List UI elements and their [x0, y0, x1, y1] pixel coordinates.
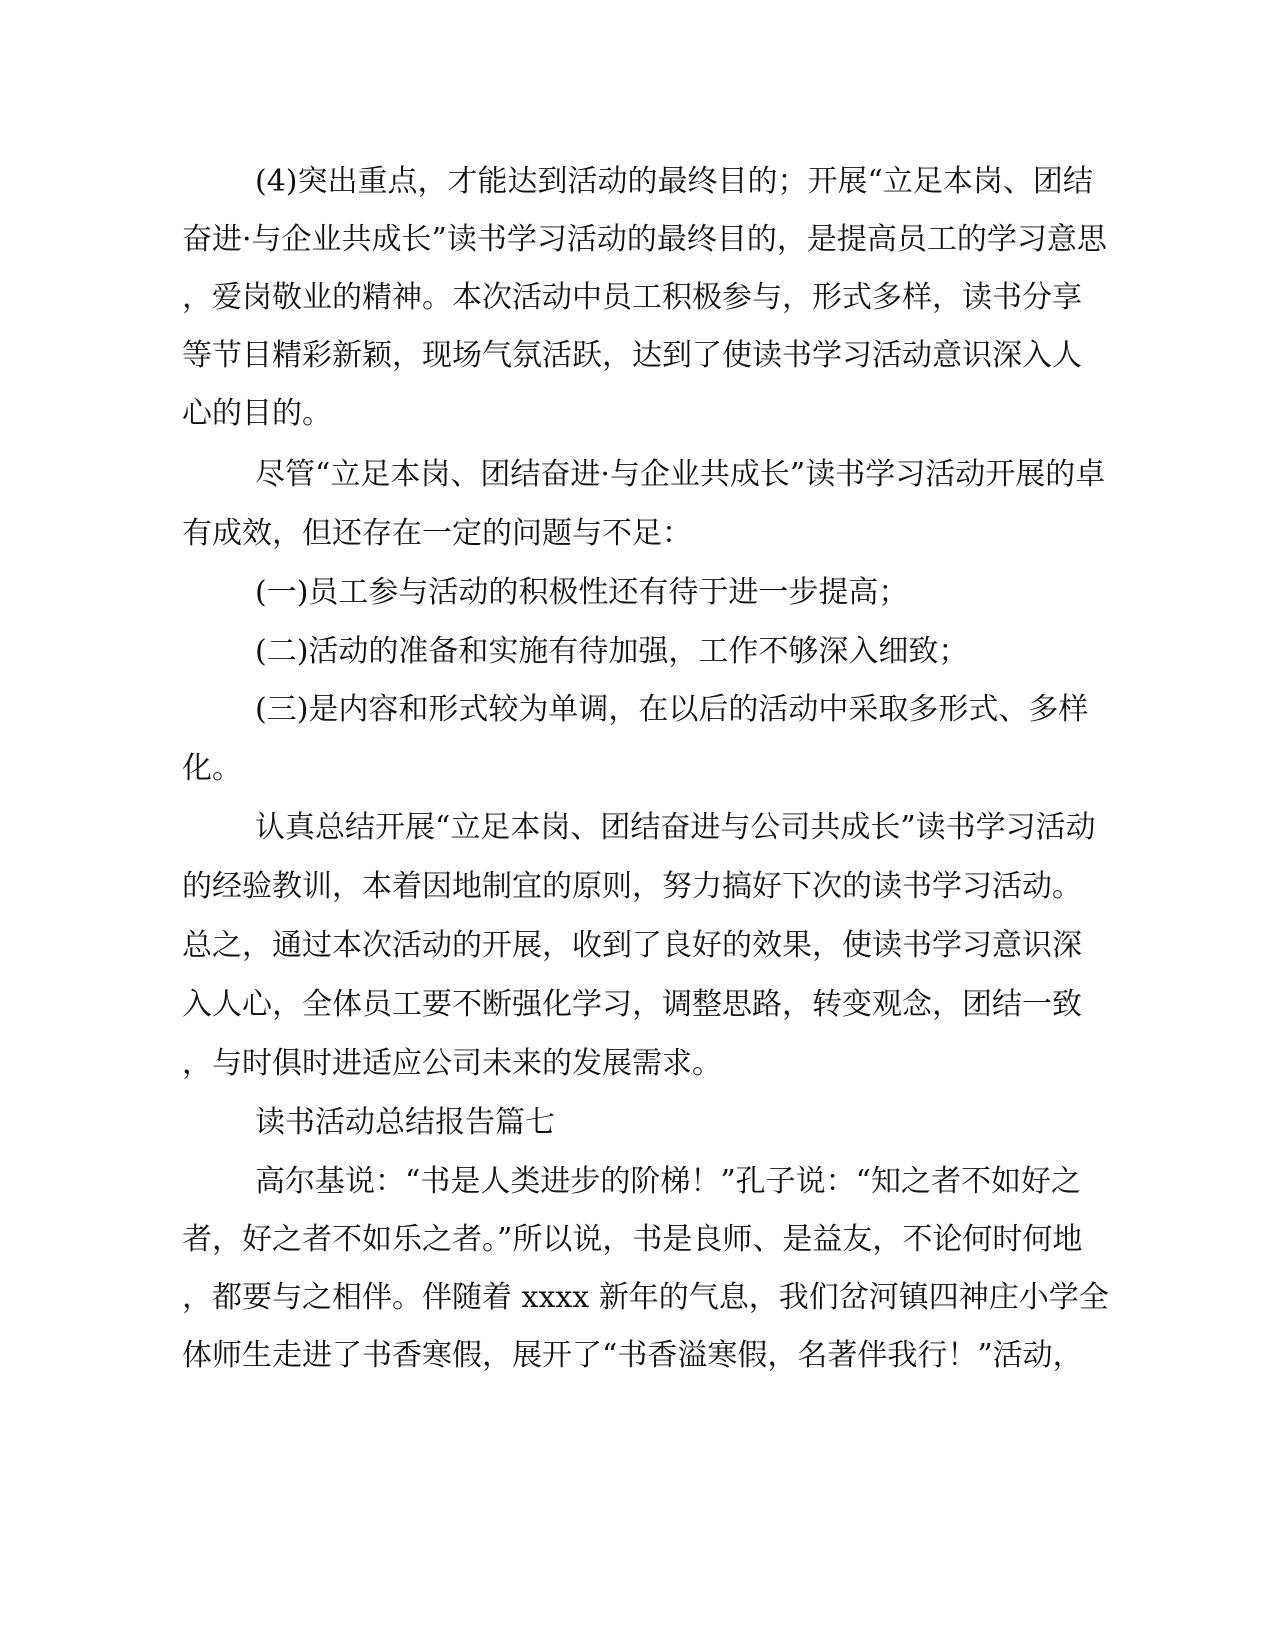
paragraph-1-line-1: (4)突出重点，才能达到活动的最终目的；开展“立足本岗、团结	[255, 164, 1093, 199]
paragraph-5-line-1: (三)是内容和形式较为单调，在以后的活动中采取多形式、多样	[255, 692, 1089, 727]
paragraph-1-line-3: ，爱岗敬业的精神。本次活动中员工积极参与，形式多样，读书分享	[182, 280, 1082, 315]
paragraph-8-line-2: 者，好之者不如乐之者。”所以说，书是良师、是益友，不论何时何地	[182, 1222, 1083, 1257]
paragraph-6-line-2: 的经验教训，本着因地制宜的原则，努力搞好下次的读书学习活动。	[182, 869, 1082, 904]
paragraph-8-line-3: ，都要与之相伴。伴随着 xxxx 新年的气息，我们岔河镇四神庄小学全	[182, 1280, 1109, 1315]
paragraph-2-line-2: 有成效，但还存在一定的问题与不足：	[182, 516, 692, 551]
paragraph-6-line-5: ，与时俱时进适应公司未来的发展需求。	[182, 1046, 722, 1081]
paragraph-5-line-2: 化。	[182, 751, 242, 786]
paragraph-8-line-1: 高尔基说：“书是人类进步的阶梯！”孔子说：“知之者不如好之	[255, 1164, 1082, 1199]
paragraph-4-line-1: (二)活动的准备和实施有待加强，工作不够深入细致；	[255, 634, 969, 669]
paragraph-1-line-5: 心的目的。	[182, 396, 332, 431]
paragraph-2-line-1: 尽管“立足本岗、团结奋进·与企业共成长”读书学习活动开展的卓	[255, 457, 1106, 492]
paragraph-1-line-2: 奋进·与企业共成长”读书学习活动的最终目的，是提高员工的学习意思	[182, 222, 1107, 257]
paragraph-3-line-1: (一)员工参与活动的积极性还有待于进一步提高；	[255, 575, 909, 610]
section-heading: 读书活动总结报告篇七	[255, 1105, 555, 1140]
paragraph-6-line-1: 认真总结开展“立足本岗、团结奋进与公司共成长”读书学习活动	[255, 810, 1096, 845]
paragraph-6-line-3: 总之，通过本次活动的开展，收到了良好的效果，使读书学习意识深	[182, 928, 1082, 963]
paragraph-1-line-4: 等节目精彩新颖，现场气氛活跃，达到了使读书学习活动意识深入人	[182, 338, 1082, 373]
paragraph-8-line-4: 体师生走进了书香寒假，展开了“书香溢寒假，名著伴我行！”活动，	[182, 1338, 1083, 1373]
paragraph-6-line-4: 入人心，全体员工要不断强化学习，调整思路，转变观念，团结一致	[182, 987, 1082, 1022]
